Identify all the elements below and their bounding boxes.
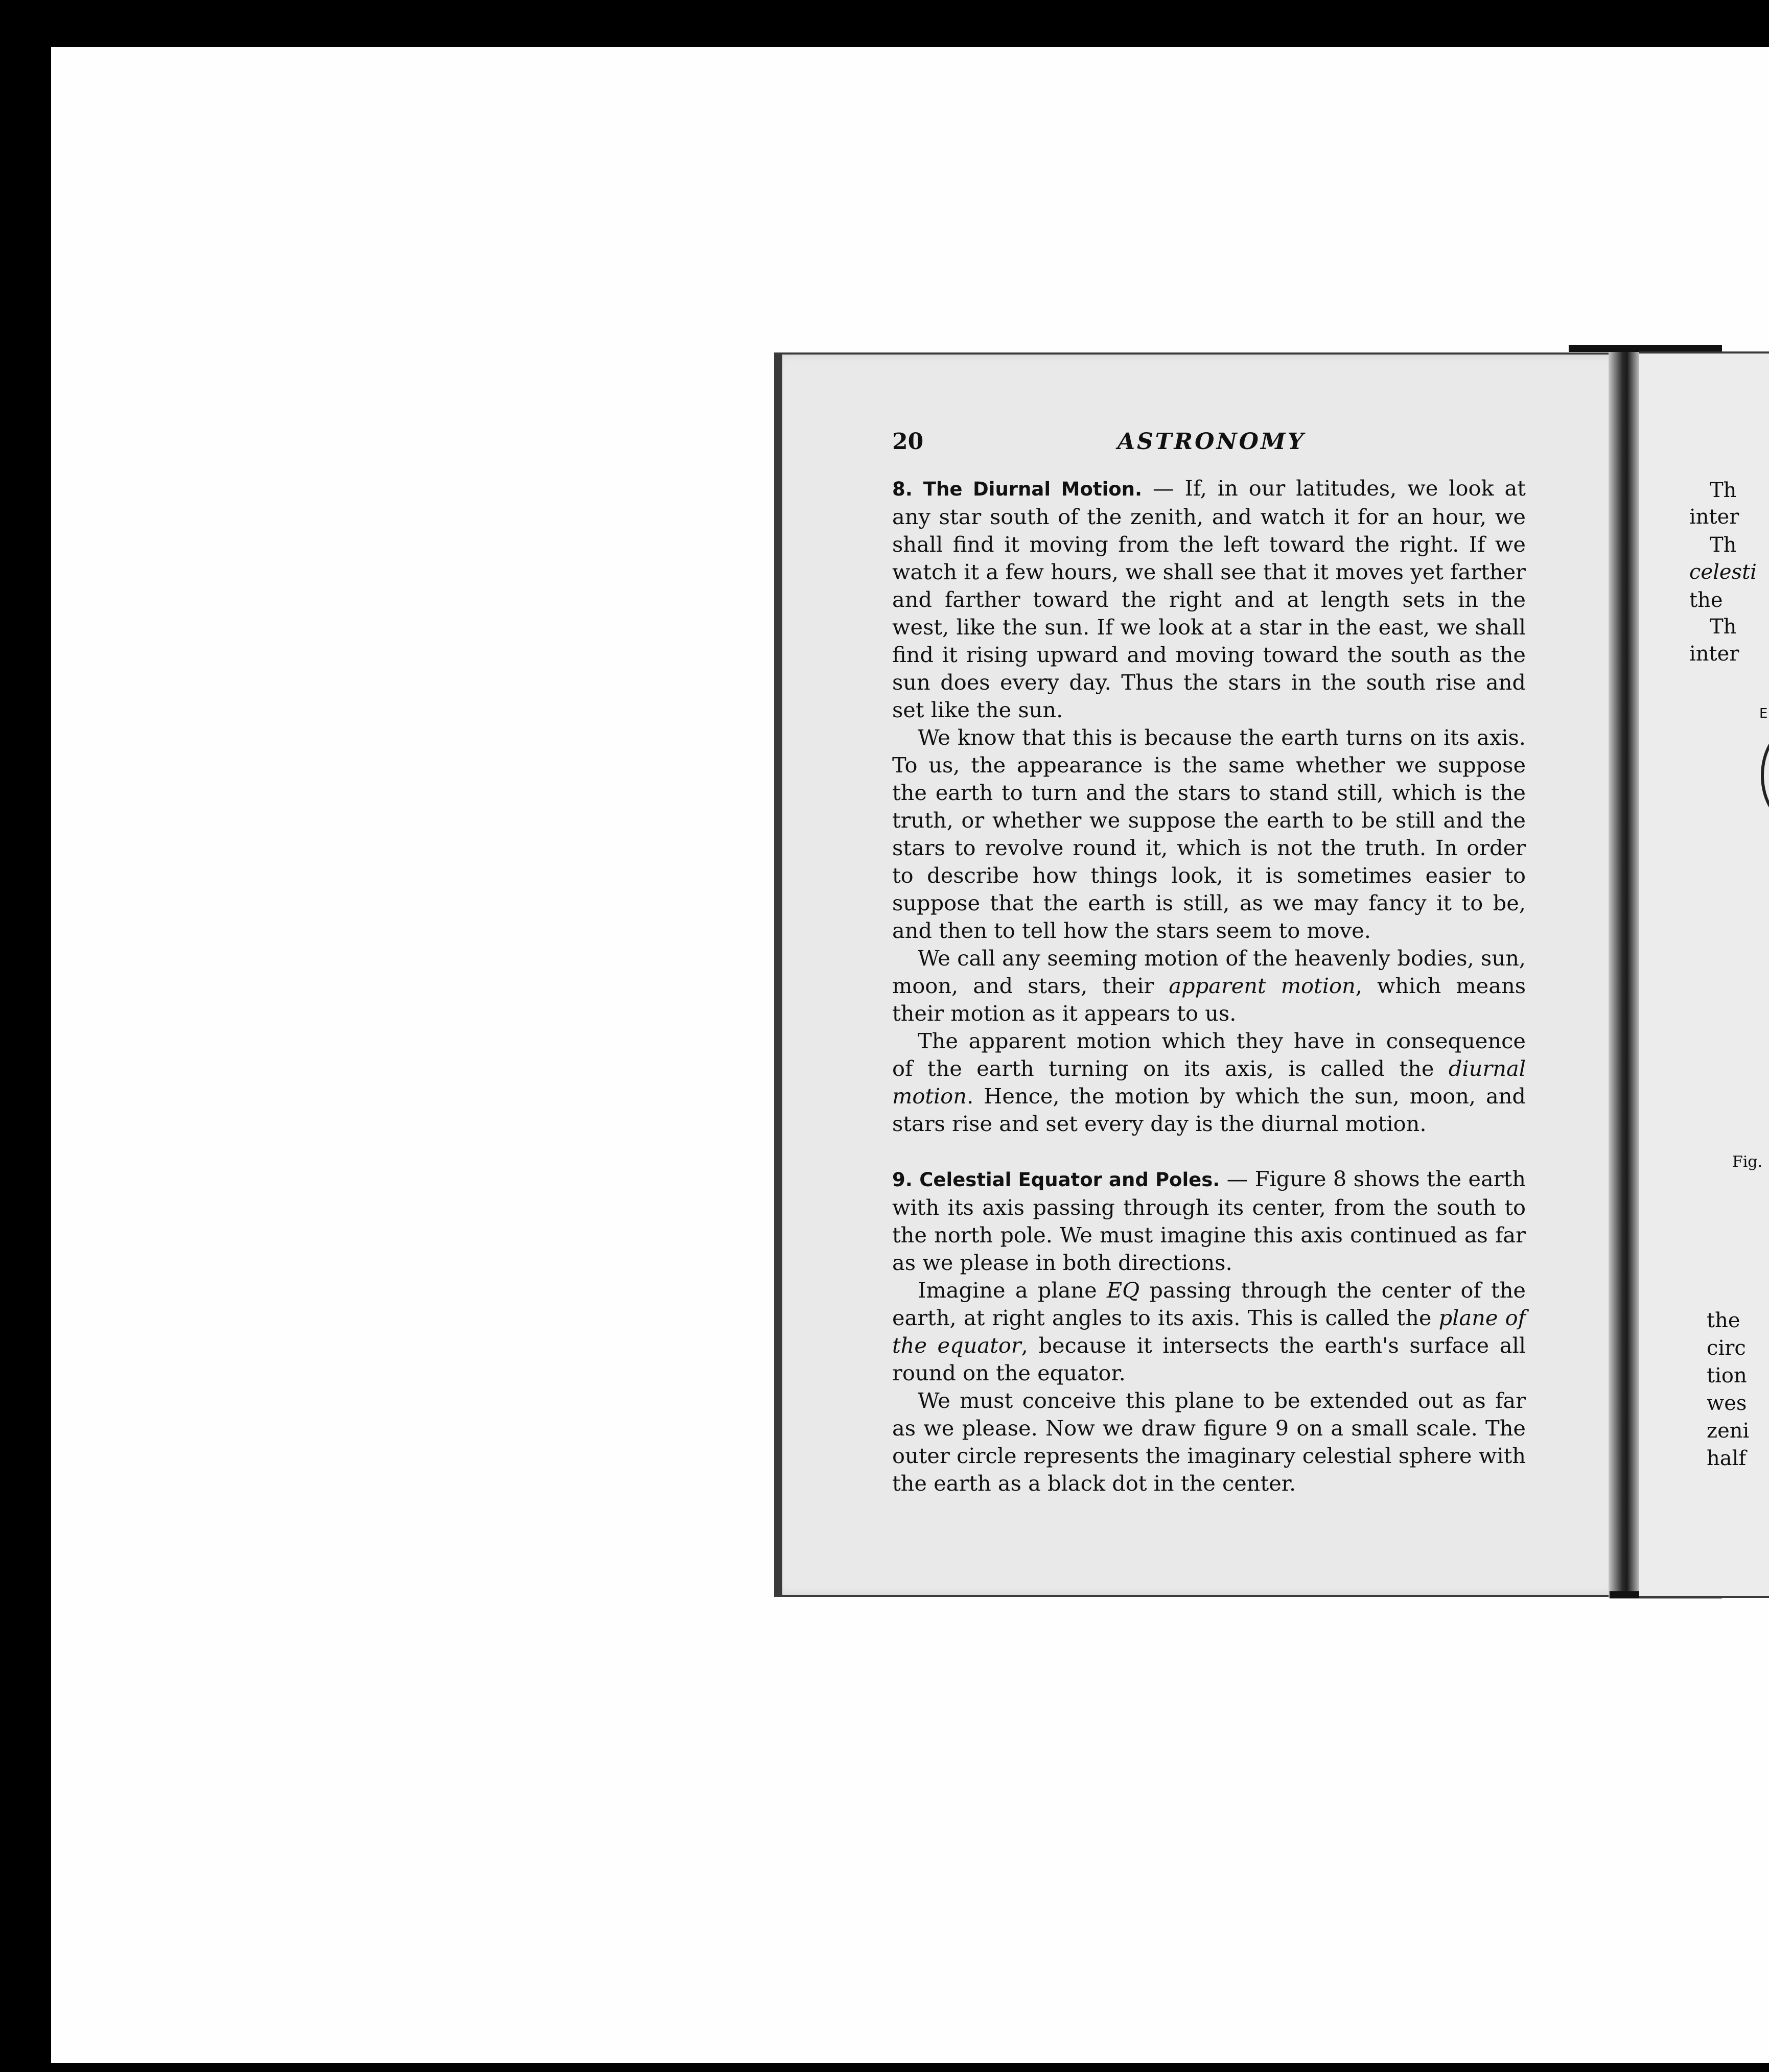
- right-fragment: wes: [1707, 1392, 1747, 1415]
- right-page-partial: [1639, 351, 1769, 1598]
- running-head: [892, 429, 1531, 459]
- section-9-dash: —: [1220, 1166, 1255, 1191]
- section-8-heading: The Diurnal Motion.: [923, 478, 1143, 500]
- left-page: [774, 352, 1622, 1597]
- text-run: , because it intersects the earth's surface all round on the equator.: [892, 1333, 1526, 1385]
- right-fragment: celesti: [1689, 560, 1757, 584]
- right-fragment: inter: [1689, 642, 1739, 666]
- right-fragment: half: [1707, 1447, 1747, 1470]
- section-8-number: 8.: [892, 478, 913, 500]
- term-diurnal-motion: diurnal motion: [892, 1056, 1526, 1109]
- binding-edge-top: [1569, 345, 1722, 352]
- running-title: ASTRONOMY: [1117, 429, 1306, 455]
- right-fragment: Th: [1710, 533, 1737, 557]
- figure-circle-fragment: [1761, 726, 1769, 825]
- text-run: Imagine a plane: [918, 1278, 1107, 1303]
- right-fragment: zeni: [1707, 1419, 1750, 1443]
- section-9-heading: Celestial Equator and Poles.: [919, 1169, 1220, 1191]
- right-fragment: tion: [1707, 1364, 1747, 1387]
- right-fragment: circ: [1707, 1336, 1746, 1360]
- section-8-dash: —: [1142, 476, 1185, 501]
- right-fragment: Th: [1710, 615, 1737, 639]
- page-body: [892, 475, 1526, 1497]
- text-run: passing through the center of the earth, at right angles to its axis. This is called the: [892, 1278, 1526, 1330]
- section-8-lead: If, in our latitudes, we look at any star south of the zenith, and watch it for an hour, we shall find it moving from the left toward the right. If we watch it a few hours, we shall see that it moves yet farther and farther toward the right and at length sets in the west, like the sun. If we look at a star in the east, we shall find it rising upward and moving toward the south as the sun does every day. Thus the stars in the south rise and set like the sun.: [892, 476, 1526, 722]
- section-8-paragraph-3: [892, 945, 1526, 1027]
- term-eq: EQ: [1106, 1278, 1140, 1303]
- left-border: [0, 47, 51, 2063]
- section-8-paragraph-4: [892, 1027, 1526, 1138]
- section-9-paragraph-1: [892, 1165, 1526, 1277]
- book-gutter: [1609, 351, 1639, 1598]
- term-plane-of-equator: plane of the equator: [892, 1305, 1526, 1358]
- section-8-paragraph-1: [892, 475, 1526, 724]
- section-9-paragraph-3: We must conceive this plane to be extended out as far as we please. Now we draw figure 9 on a small scale. The outer circle represents the imaginary celestial sphere with the earth as a black dot in the center.: [892, 1388, 1526, 1496]
- text-run: We call any seeming motion of the heavenly bodies, sun, moon, and stars, their: [892, 946, 1526, 998]
- right-fragment: the: [1707, 1309, 1740, 1332]
- section-9-number: 9.: [892, 1169, 913, 1191]
- section-gap: [892, 1138, 1526, 1165]
- text-run: The apparent motion which they have in consequence of the earth turning on its axis, is called the: [892, 1028, 1526, 1081]
- figure-caption: Fig.: [1732, 1153, 1763, 1171]
- section-8-paragraph-2: We know that this is because the earth turns on its axis. To us, the appearance is the same whether we suppose the earth to turn and the stars to stand still, which is the truth, or whether we suppose the earth to be still and the stars to revolve round it, which is not the truth. In order to describe how things look, it is sometimes easier to suppose that the earth is still, as we may fancy it to be, and then to tell how the stars seem to move.: [892, 725, 1526, 943]
- right-fragment: Th: [1710, 479, 1737, 502]
- term-apparent-motion: apparent motion: [1169, 973, 1356, 998]
- right-fragment: the: [1689, 588, 1723, 612]
- text-run: . Hence, the motion by which the sun, moon, and stars rise and set every day is the diurnal motion.: [892, 1084, 1526, 1136]
- page-number: 20: [892, 429, 924, 455]
- figure-label-e: E: [1759, 706, 1768, 721]
- section-9-paragraph-2: [892, 1277, 1526, 1387]
- text-run: , which means their motion as it appears to us.: [892, 973, 1526, 1026]
- right-fragment: inter: [1689, 505, 1739, 529]
- section-9-lead: Figure 8 shows the earth with its axis passing through its center, from the south to the north pole. We must imagine this axis continued as far as we please in both directions.: [892, 1166, 1526, 1275]
